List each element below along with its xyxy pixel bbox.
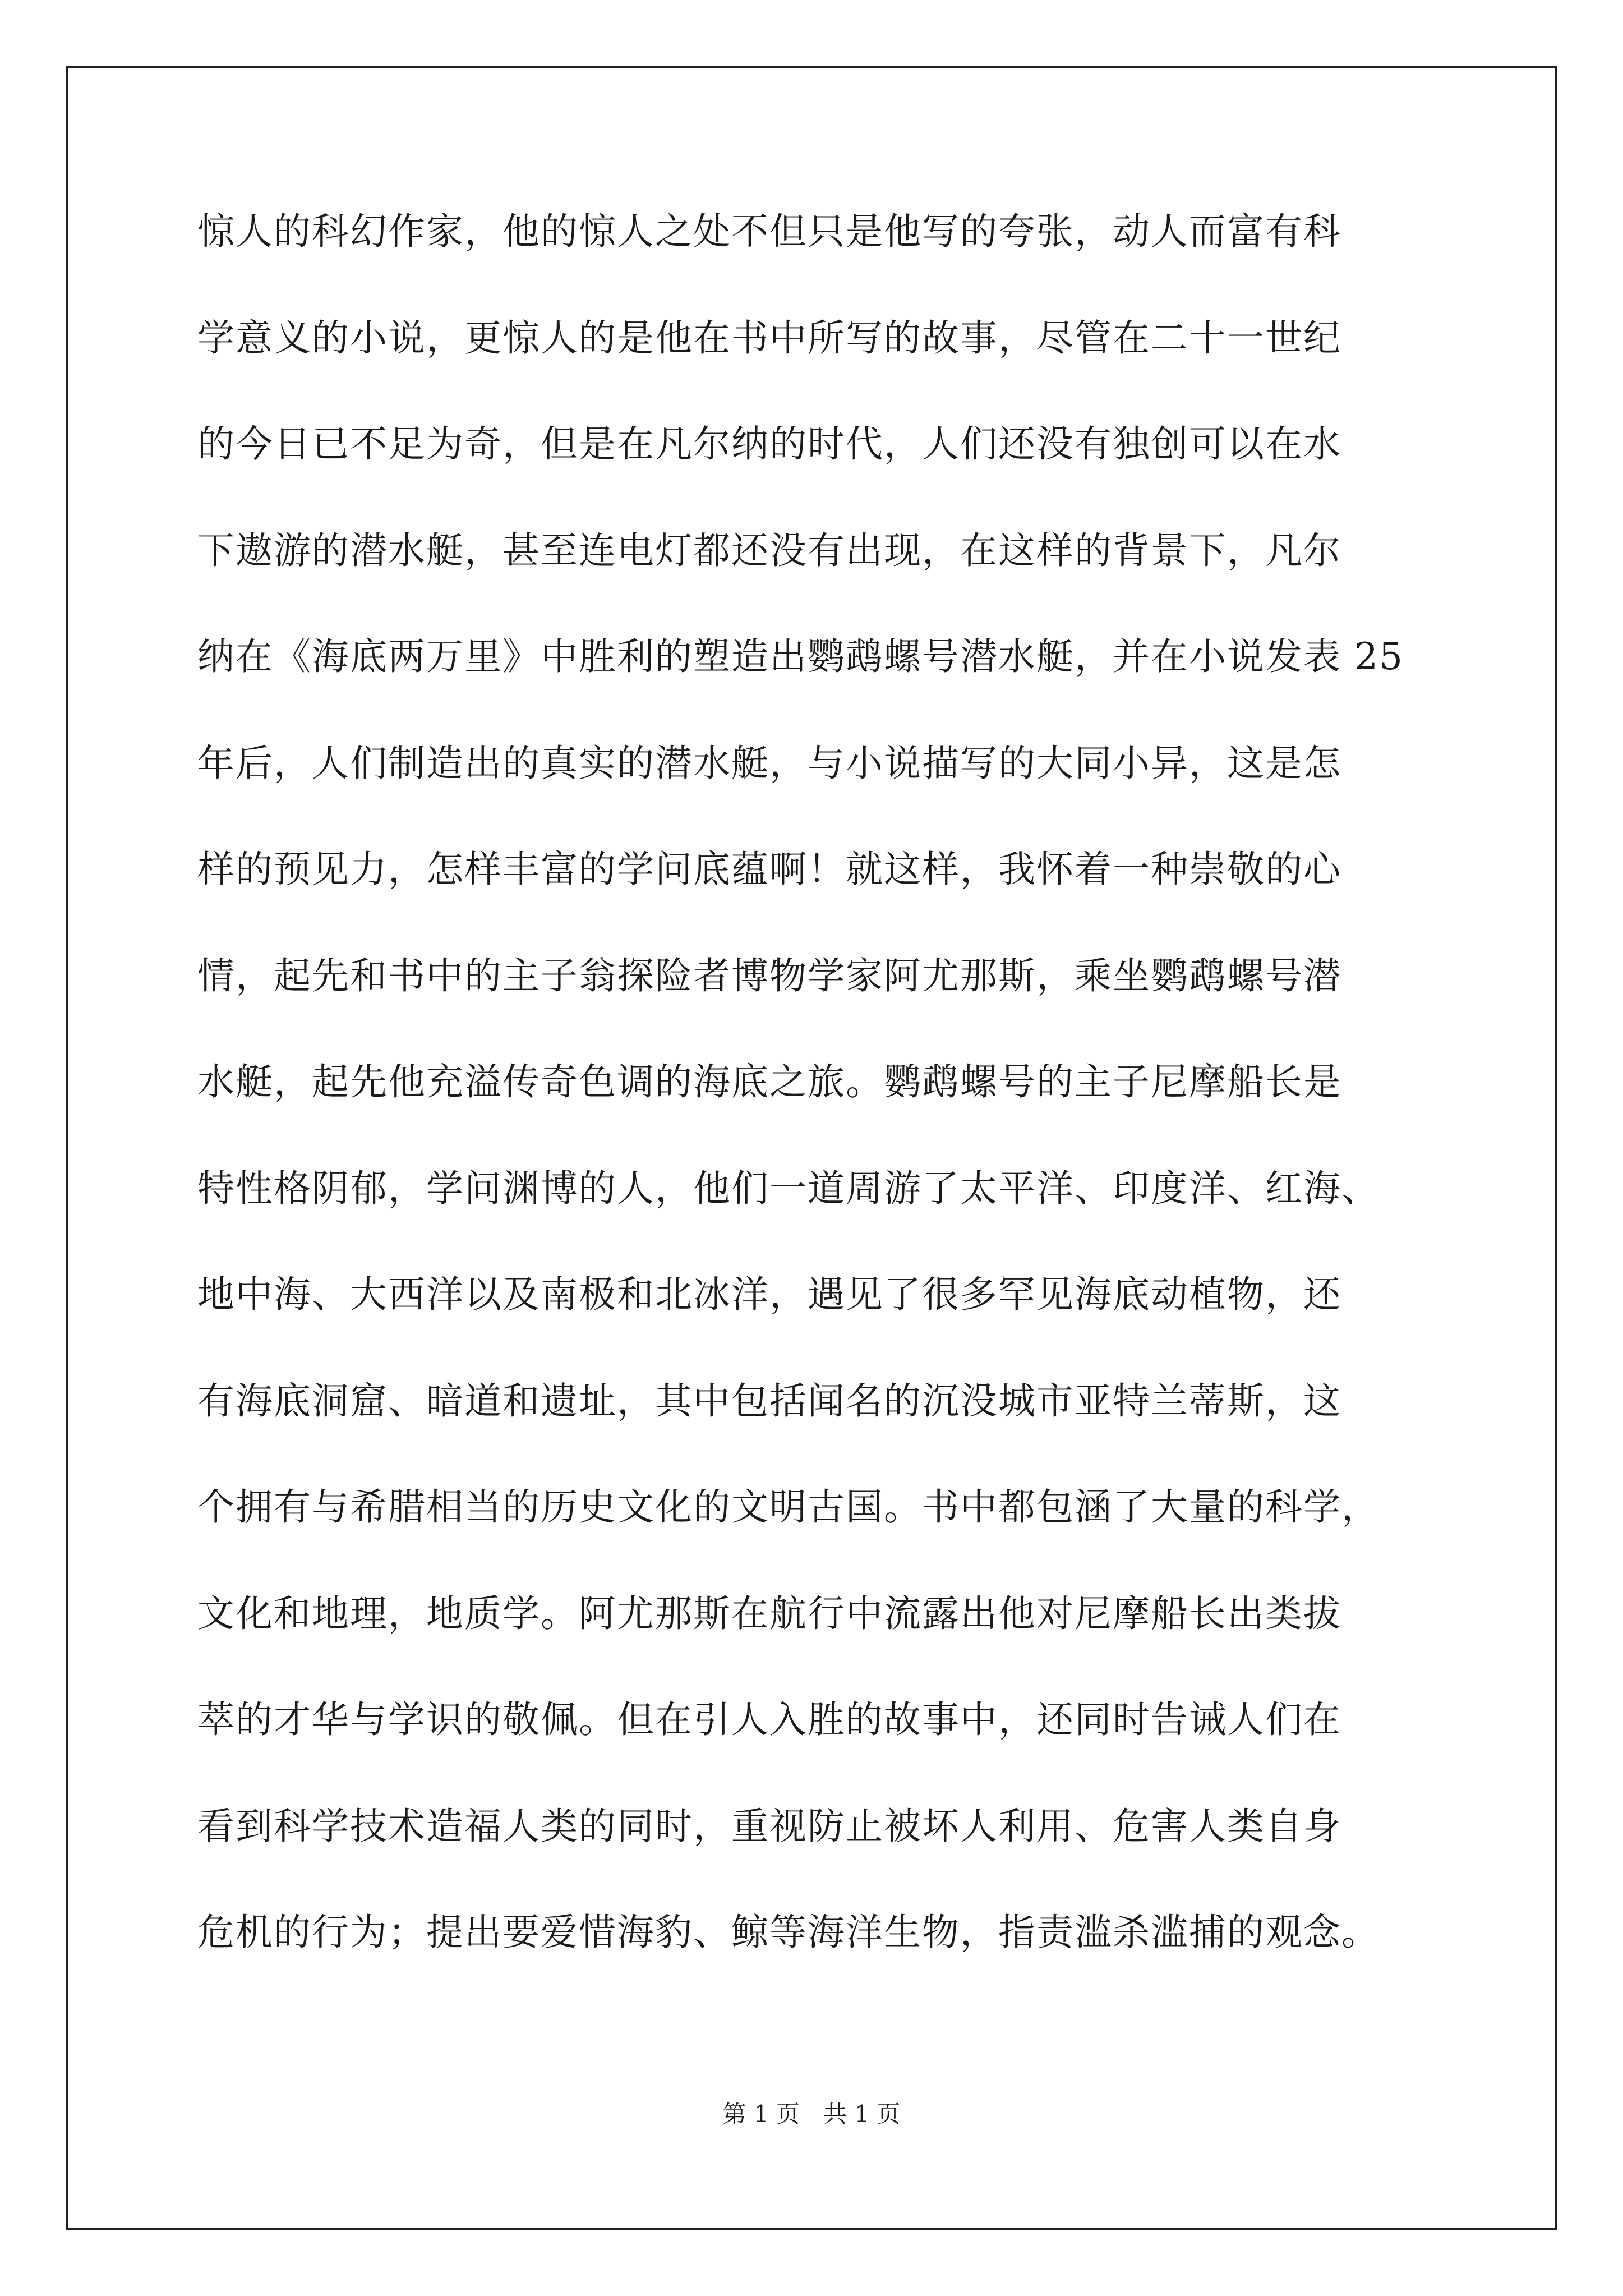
text-line: 文化和地理，地质学。阿尤那斯在航行中流露出他对尼摩船长出类拔: [197, 1591, 1341, 1635]
text-line: 萃的才华与学识的敬佩。但在引人入胜的故事中，还同时告诫人们在: [197, 1698, 1341, 1741]
text-line: 特性格阴郁，学问渊博的人，他们一道周游了太平洋、印度洋、红海、: [197, 1166, 1380, 1210]
text-line: 的今日已不足为奇，但是在凡尔纳的时代，人们还没有独创可以在水: [197, 422, 1341, 466]
text-line: 个拥有与希腊相当的历史文化的文明古国。书中都包涵了大量的科学，: [197, 1485, 1380, 1529]
text-line: 样的预见力，怎样丰富的学问底蕴啊！就这样，我怀着一种崇敬的心: [197, 848, 1341, 891]
text-line: 有海底洞窟、暗道和遗址，其中包括闻名的沉没城市亚特兰蒂斯，这: [197, 1379, 1341, 1423]
text-line: 地中海、大西洋以及南极和北冰洋，遇见了很多罕见海底动植物，还: [197, 1273, 1341, 1316]
text-line: 年后，人们制造出的真实的潜水艇，与小说描写的大同小异，这是怎: [197, 741, 1341, 785]
text-line: 纳在《海底两万里》中胜利的塑造出鹦鹉螺号潜水艇，并在小说发表 25: [197, 635, 1404, 678]
text-line: 惊人的科幻作家，他的惊人之处不但只是他写的夸张，动人而富有科: [197, 210, 1341, 253]
text-line: 学意义的小说，更惊人的是他在书中所写的故事，尽管在二十一世纪: [197, 316, 1341, 360]
document-body: [197, 210, 1437, 2021]
text-line: 下遨游的潜水艇，甚至连电灯都还没有出现，在这样的背景下，凡尔: [197, 528, 1341, 572]
text-line: 水艇，起先他充溢传奇色调的海底之旅。鹦鹉螺号的主子尼摩船长是: [197, 1060, 1341, 1103]
text-line: 情，起先和书中的主子翁探险者博物学家阿尤那斯，乘坐鹦鹉螺号潜: [197, 954, 1341, 997]
text-line: 危机的行为；提出要爱惜海豹、鲸等海洋生物，指责滥杀滥捕的观念。: [197, 1911, 1380, 1954]
page-footer: 第 1 页 共 1 页: [722, 2100, 901, 2128]
text-line: 看到科学技术造福人类的同时，重视防止被坏人利用、危害人类自身: [197, 1804, 1341, 1848]
